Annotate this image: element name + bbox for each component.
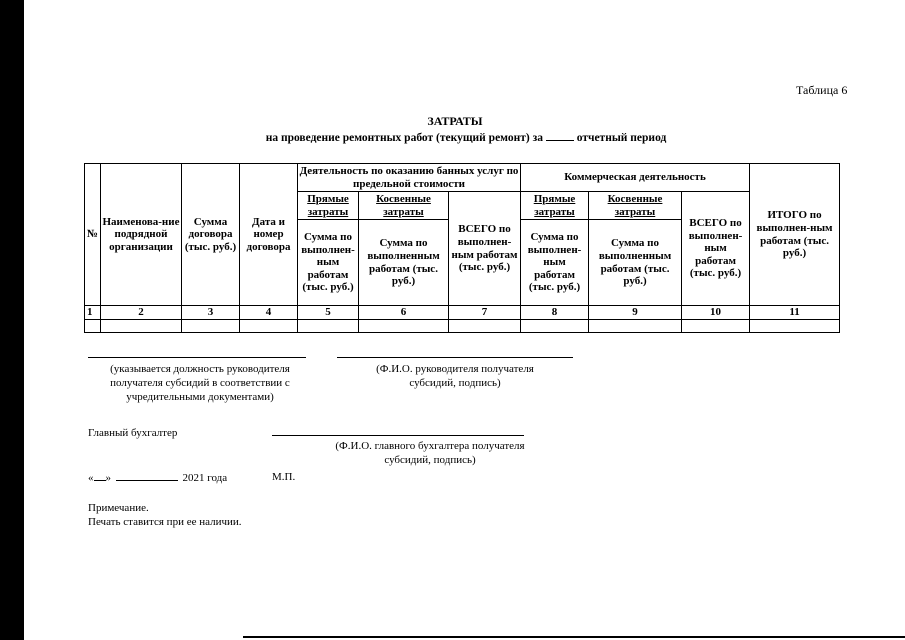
header-number: № (85, 164, 101, 306)
position-signature-line (88, 357, 306, 358)
column-number: 1 (85, 306, 101, 320)
date-open-quote: « (88, 472, 94, 484)
column-number: 4 (240, 306, 298, 320)
table-number-label: Таблица 6 (796, 83, 848, 97)
scan-bottom-line (243, 636, 905, 638)
costs-table (84, 163, 840, 333)
column-number: 8 (521, 306, 589, 320)
header-contract-sum: Сумма договора (тыс. руб.) (182, 164, 240, 306)
table-empty-row (85, 320, 840, 333)
empty-cell[interactable] (85, 320, 101, 333)
note-text: Печать ставится при ее наличии. (88, 516, 242, 528)
header-direct-amount-bath: Сумма по выполнен-ным работам (тыс. руб.) (298, 220, 359, 306)
header-direct-costs-commercial: Прямые затраты (521, 192, 589, 220)
head-signature-line (337, 357, 573, 358)
empty-cell[interactable] (101, 320, 182, 333)
column-number: 11 (750, 306, 840, 320)
empty-cell[interactable] (182, 320, 240, 333)
accountant-signature-line (272, 435, 524, 436)
accountant-fio-note: (Ф.И.О. главного бухгалтера получателя субсидий, подпись) (335, 440, 525, 466)
date-close-quote: » (105, 472, 111, 484)
empty-cell[interactable] (449, 320, 521, 333)
chief-accountant-label: Главный бухгалтер (88, 427, 178, 439)
document-subtitle (236, 130, 696, 144)
day-blank[interactable] (94, 470, 106, 481)
header-contract-date: Дата и номер договора (240, 164, 298, 306)
header-indirect-amount-commercial: Сумма по выполненным работам (тыс. руб.) (589, 220, 682, 306)
column-number: 10 (682, 306, 750, 320)
empty-cell[interactable] (750, 320, 840, 333)
header-direct-costs-bath: Прямые затраты (298, 192, 359, 220)
note-title: Примечание. (88, 502, 149, 514)
date-line (88, 470, 227, 485)
year-text: 2021 года (182, 472, 228, 484)
position-note: (указывается должность руководителя получателя субсидий в соответствии с учредительными документами) (110, 363, 290, 403)
period-blank (546, 130, 574, 141)
empty-cell[interactable] (589, 320, 682, 333)
header-indirect-costs-commercial: Косвенные затраты (589, 192, 682, 220)
column-number: 9 (589, 306, 682, 320)
empty-cell[interactable] (298, 320, 359, 333)
subtitle-period: отчетный период (576, 132, 667, 144)
column-number: 6 (359, 306, 449, 320)
header-total-bath: ВСЕГО по выполнен-ным работам (тыс. руб.) (449, 192, 521, 306)
column-number: 3 (182, 306, 240, 320)
header-direct-amount-commercial: Сумма по выполнен-ным работам (тыс. руб.) (521, 220, 589, 306)
empty-cell[interactable] (521, 320, 589, 333)
header-group-bath-services: Деятельность по оказанию банных услуг по предельной стоимости (298, 164, 521, 192)
document-title: ЗАТРАТЫ (427, 114, 483, 128)
subtitle-text: на проведение ремонтных работ (текущий ремонт) за (265, 132, 543, 144)
header-total-commercial: ВСЕГО по выполнен-ным работам (тыс. руб.) (682, 192, 750, 306)
empty-cell[interactable] (359, 320, 449, 333)
head-fio-note: (Ф.И.О. руководителя получателя субсидий, подпись) (376, 363, 534, 389)
header-indirect-costs-bath: Косвенные затраты (359, 192, 449, 220)
stamp-label: М.П. (272, 471, 296, 483)
month-blank[interactable] (116, 470, 178, 481)
column-number: 5 (298, 306, 359, 320)
empty-cell[interactable] (240, 320, 298, 333)
column-number: 7 (449, 306, 521, 320)
scan-left-edge (0, 0, 24, 640)
header-contractor-name: Наименова-ние подрядной организации (101, 164, 182, 306)
empty-cell[interactable] (682, 320, 750, 333)
header-group-commercial: Коммерческая деятельность (521, 164, 750, 192)
column-number: 2 (101, 306, 182, 320)
column-numbers-row (85, 306, 840, 320)
header-indirect-amount-bath: Сумма по выполненным работам (тыс. руб.) (359, 220, 449, 306)
header-grand-total: ИТОГО по выполнен-ным работам (тыс. руб.) (750, 164, 840, 306)
